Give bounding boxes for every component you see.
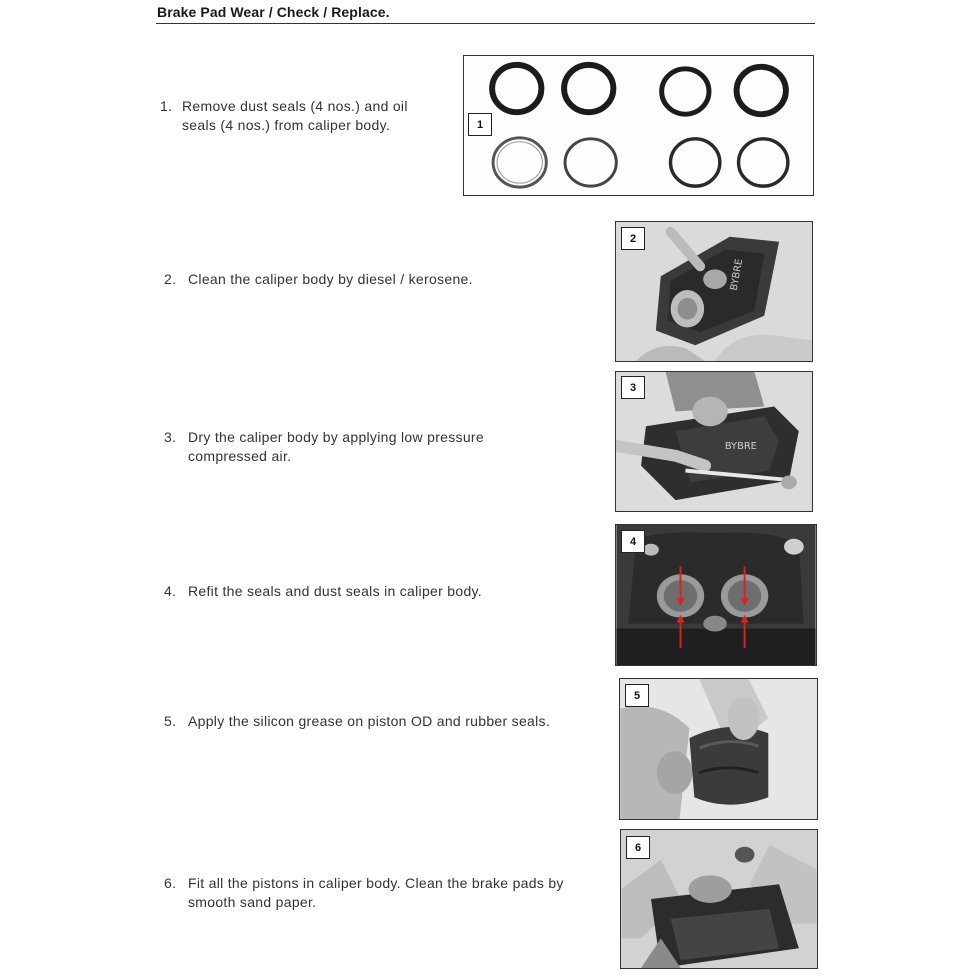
step-text-line-2: seals (4 nos.) from caliper body. [182, 117, 391, 133]
step-number: 5. [164, 713, 177, 729]
step-text-line-1: Remove dust seals (4 nos.) and oil [182, 98, 408, 114]
figure-number-badge: 1 [468, 113, 492, 136]
figure-1-seals-photo [463, 55, 814, 196]
piston-grease-illustration [620, 679, 817, 819]
figure-4-refit-seals-photo [615, 524, 817, 666]
figure-3-drying-photo [615, 371, 813, 512]
step-text-line-1: Dry the caliper body by applying low pressure [188, 429, 484, 445]
figure-number-badge: 2 [621, 227, 645, 250]
figure-5-grease-photo [619, 678, 818, 820]
step-text-line-1: Apply the silicon grease on piston OD and rubber seals. [188, 713, 551, 729]
step-text-line-1: Fit all the pistons in caliper body. Clean the brake pads by [188, 875, 564, 891]
step-number: 1. [160, 98, 173, 114]
caliper-cleaning-illustration [616, 222, 812, 361]
step-text-line-1: Clean the caliper body by diesel / kerosene. [188, 271, 473, 287]
piston-fitting-illustration [621, 830, 817, 968]
title-divider [156, 23, 815, 24]
figure-6-pistons-photo [620, 829, 818, 969]
step-text-line-1: Refit the seals and dust seals in caliper body. [188, 583, 482, 599]
step-text-line-2: smooth sand paper. [188, 894, 317, 910]
svg-text:BYBRE: BYBRE [724, 440, 757, 452]
seals-illustration [464, 56, 813, 195]
figure-number-badge: 3 [621, 376, 645, 399]
figure-number-badge: 6 [626, 836, 650, 859]
figure-2-cleaning-photo [615, 221, 813, 362]
step-number: 6. [164, 875, 177, 891]
step-number: 3. [164, 429, 177, 445]
svg-text:BYBRE: BYBRE [728, 258, 746, 292]
caliper-bores-illustration [616, 525, 816, 665]
figure-number-badge: 4 [621, 530, 645, 553]
step-number: 2. [164, 271, 177, 287]
step-text-line-2: compressed air. [188, 448, 292, 464]
figure-number-badge: 5 [625, 684, 649, 707]
caliper-drying-illustration [616, 372, 812, 511]
page-title: Brake Pad Wear / Check / Replace. [157, 4, 390, 20]
step-number: 4. [164, 583, 177, 599]
